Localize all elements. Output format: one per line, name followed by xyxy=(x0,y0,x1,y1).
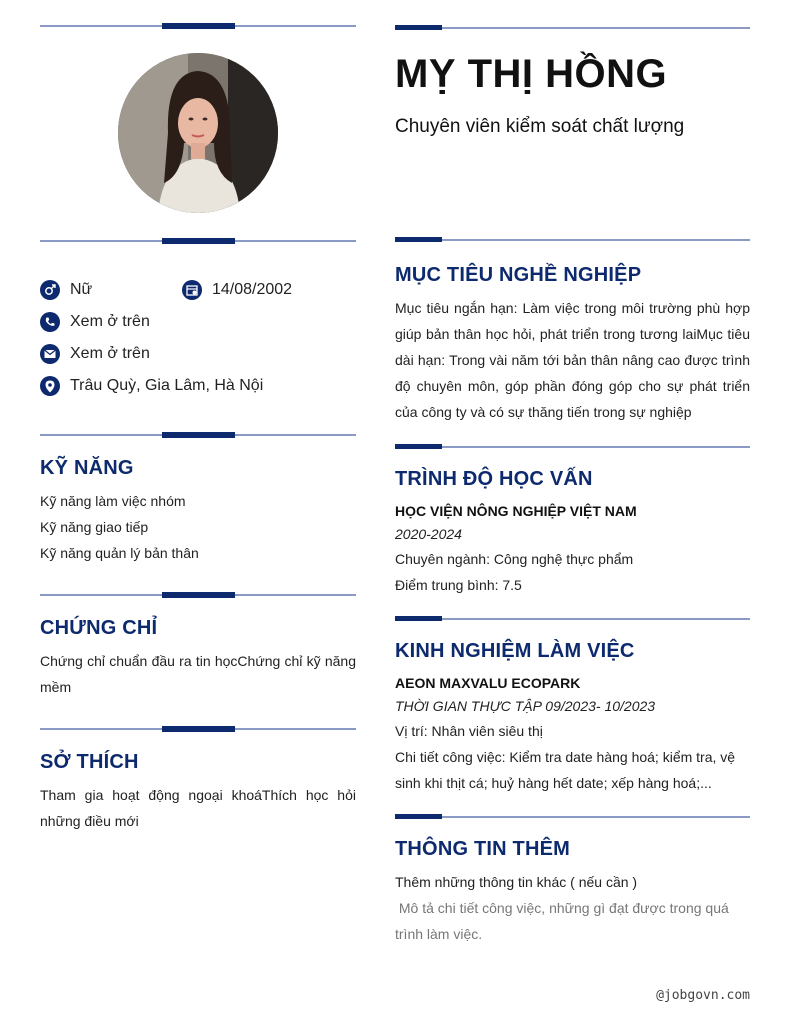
email-value: Xem ở trên xyxy=(70,345,150,362)
address-value: Trâu Quỳ, Gia Lâm, Hà Nội xyxy=(70,377,264,394)
skills-list xyxy=(40,488,199,566)
skills-title: KỸ NĂNG xyxy=(40,457,134,479)
avatar xyxy=(118,53,278,213)
experience-title: KINH NGHIỆM LÀM VIỆC xyxy=(395,640,635,662)
certificates-text: Chứng chỉ chuẩn đầu ra tin họcChứng chỉ kỹ năng mềm xyxy=(40,653,356,695)
gender-row xyxy=(40,279,92,301)
experience-position: Vị trí: Nhân viên siêu thị xyxy=(395,723,543,739)
divider xyxy=(395,25,750,31)
extra-line1: Thêm những thông tin khác ( nếu cần ) xyxy=(395,874,638,890)
address-row xyxy=(40,375,263,397)
job-title: Chuyên viên kiểm soát chất lượng xyxy=(395,116,685,137)
company-name: AEON MAXVALU ECOPARK xyxy=(395,675,581,691)
email-row xyxy=(40,343,150,365)
skill-item: Kỹ năng giao tiếp xyxy=(40,519,149,535)
divider xyxy=(395,444,750,450)
education-period: 2020-2024 xyxy=(395,526,462,542)
skill-item: Kỹ năng làm việc nhóm xyxy=(40,493,186,509)
location-icon xyxy=(40,376,60,396)
extra-title: THÔNG TIN THÊM xyxy=(395,838,571,860)
candidate-name: MỴ THỊ HỒNG xyxy=(395,52,668,96)
divider xyxy=(40,22,356,30)
dob-row xyxy=(182,279,292,301)
gender-icon xyxy=(40,280,60,300)
education-block xyxy=(395,500,750,598)
email-icon xyxy=(40,344,60,364)
extra-block xyxy=(395,869,750,947)
education-title: TRÌNH ĐỘ HỌC VẤN xyxy=(395,468,593,490)
objective-text: Mục tiêu ngắn hạn: Làm việc trong môi trường phù hợp giúp bản thân học hỏi, phát triển trong tương laiMục tiêu dài hạn: Trong vài năm tới bản thân nâng cao được trình độ chuyên môn, góp phần đóng góp cho sự phát triển của công ty và có sự thăng tiến trong sự nghiệp xyxy=(395,300,750,420)
extra-line2: Mô tả chi tiết công việc, những gì đạt được trong quá trình làm việc. xyxy=(395,900,733,942)
school-name: HỌC VIỆN NÔNG NGHIỆP VIỆT NAM xyxy=(395,503,637,519)
experience-period: THỜI GIAN THỰC TẬP 09/2023- 10/2023 xyxy=(395,698,656,714)
dob-value: 14/08/2002 xyxy=(212,281,293,298)
divider xyxy=(40,237,356,245)
certificates-title: CHỨNG CHỈ xyxy=(40,617,158,639)
divider xyxy=(395,616,750,622)
skill-item: Kỹ năng quản lý bản thân xyxy=(40,545,199,561)
education-major: Chuyên ngành: Công nghệ thực phẩm xyxy=(395,551,634,567)
calendar-icon xyxy=(182,280,202,300)
divider xyxy=(40,431,356,439)
hobbies-title: SỞ THÍCH xyxy=(40,751,139,773)
gender-value: Nữ xyxy=(70,281,93,298)
footer-watermark: @jobgovn.com xyxy=(656,988,750,1003)
education-gpa: Điểm trung bình: 7.5 xyxy=(395,577,522,593)
divider xyxy=(395,237,750,243)
phone-icon xyxy=(40,312,60,332)
divider xyxy=(395,814,750,820)
phone-value: Xem ở trên xyxy=(70,313,150,330)
objective-title: MỤC TIÊU NGHỀ NGHIỆP xyxy=(395,264,642,286)
experience-details: Chi tiết công việc: Kiểm tra date hàng hoá; kiểm tra, vệ sinh khi thịt cá; huỷ hàng hết date; xếp hàng hoá;... xyxy=(395,749,736,791)
phone-row xyxy=(40,311,150,333)
divider xyxy=(40,591,356,599)
hobbies-text: Tham gia hoạt động ngoại khoáThích học hỏi những điều mới xyxy=(40,787,356,829)
experience-block xyxy=(395,672,750,796)
divider xyxy=(40,725,356,733)
